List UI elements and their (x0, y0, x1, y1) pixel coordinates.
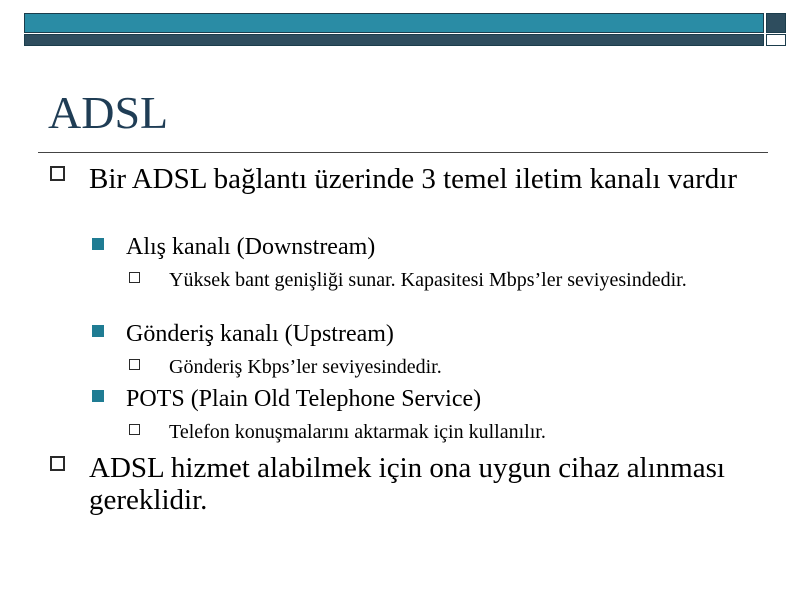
filled-square-bullet-icon (92, 390, 104, 402)
bullet-level2-text: Gönderiş kanalı (Upstream) (126, 321, 394, 347)
hollow-square-bullet-icon (50, 456, 65, 471)
filled-square-bullet-icon (92, 238, 104, 250)
slide-title: ADSL (48, 87, 169, 138)
bullet-level1-text: Bir ADSL bağlantı üzerinde 3 temel iletim kanalı vardır (89, 163, 738, 195)
bullet-level3-text: Yüksek bant genişliği sunar. Kapasitesi Mbps’ler seviyesindedir. (169, 269, 687, 291)
hollow-square-bullet-icon (50, 166, 65, 181)
bullet-level2-text: POTS (Plain Old Telephone Service) (126, 386, 482, 412)
bullet-level3-text: Telefon konuşmalarını aktarmak için kullanılır. (169, 421, 546, 443)
bullet-level2-text: Alış kanalı (Downstream) (126, 234, 376, 260)
bullet-level1-text: ADSL hizmet alabilmek için ona uygun cihaz alınması gereklidir. (89, 452, 725, 516)
filled-square-bullet-icon (92, 325, 104, 337)
bullet-level3-text: Gönderiş Kbps’ler seviyesindedir. (169, 356, 442, 378)
hollow-square-bullet-icon (129, 424, 140, 435)
hollow-square-bullet-icon (129, 272, 140, 283)
hollow-square-bullet-icon (129, 359, 140, 370)
